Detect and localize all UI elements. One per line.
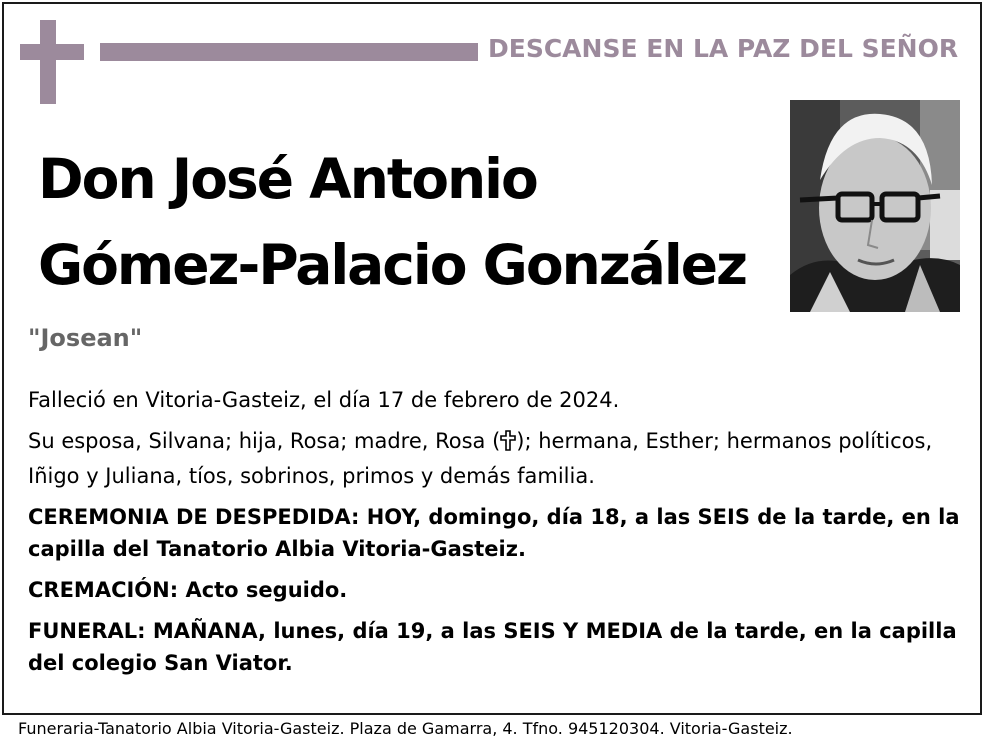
notice-body <box>28 384 968 688</box>
family-text-end: ); hermana, Esther; hermanos políticos, Iñigo y Juliana, tíos, sobrinos, primos y demás familia. <box>28 429 933 488</box>
header-title: DESCANSE EN LA PAZ DEL SEÑOR <box>488 34 959 63</box>
small-cross-icon <box>500 428 516 460</box>
funeral-home-footer: Funeraria-Tanatorio Albia Vitoria-Gasteiz. Plaza de Gamarra, 4. Tfno. 945120304. Vitoria-Gasteiz. <box>18 719 793 738</box>
name-line-1: Don José Antonio <box>38 147 537 211</box>
death-notice: Falleció en Vitoria-Gasteiz, el día 17 de febrero de 2024. <box>28 388 620 412</box>
name-line-2: Gómez-Palacio González <box>38 233 747 297</box>
obituary-card <box>2 2 982 715</box>
family-notice <box>28 425 968 492</box>
cremation-notice: CREMACIÓN: Acto seguido. <box>28 578 348 602</box>
deceased-name <box>38 136 746 308</box>
header-divider-bar <box>100 43 478 61</box>
ceremony-notice: CEREMONIA DE DESPEDIDA: HOY, domingo, día 18, a las SEIS de la tarde, en la capilla del Tanatorio Albia Vitoria-Gasteiz. <box>28 505 960 561</box>
nickname: "Josean" <box>28 324 143 352</box>
funeral-notice: FUNERAL: MAÑANA, lunes, día 19, a las SEIS Y MEDIA de la tarde, en la capilla del colegio San Viator. <box>28 619 957 675</box>
family-text-start: Su esposa, Silvana; hija, Rosa; madre, Rosa ( <box>28 429 501 453</box>
portrait-photo <box>790 100 960 312</box>
